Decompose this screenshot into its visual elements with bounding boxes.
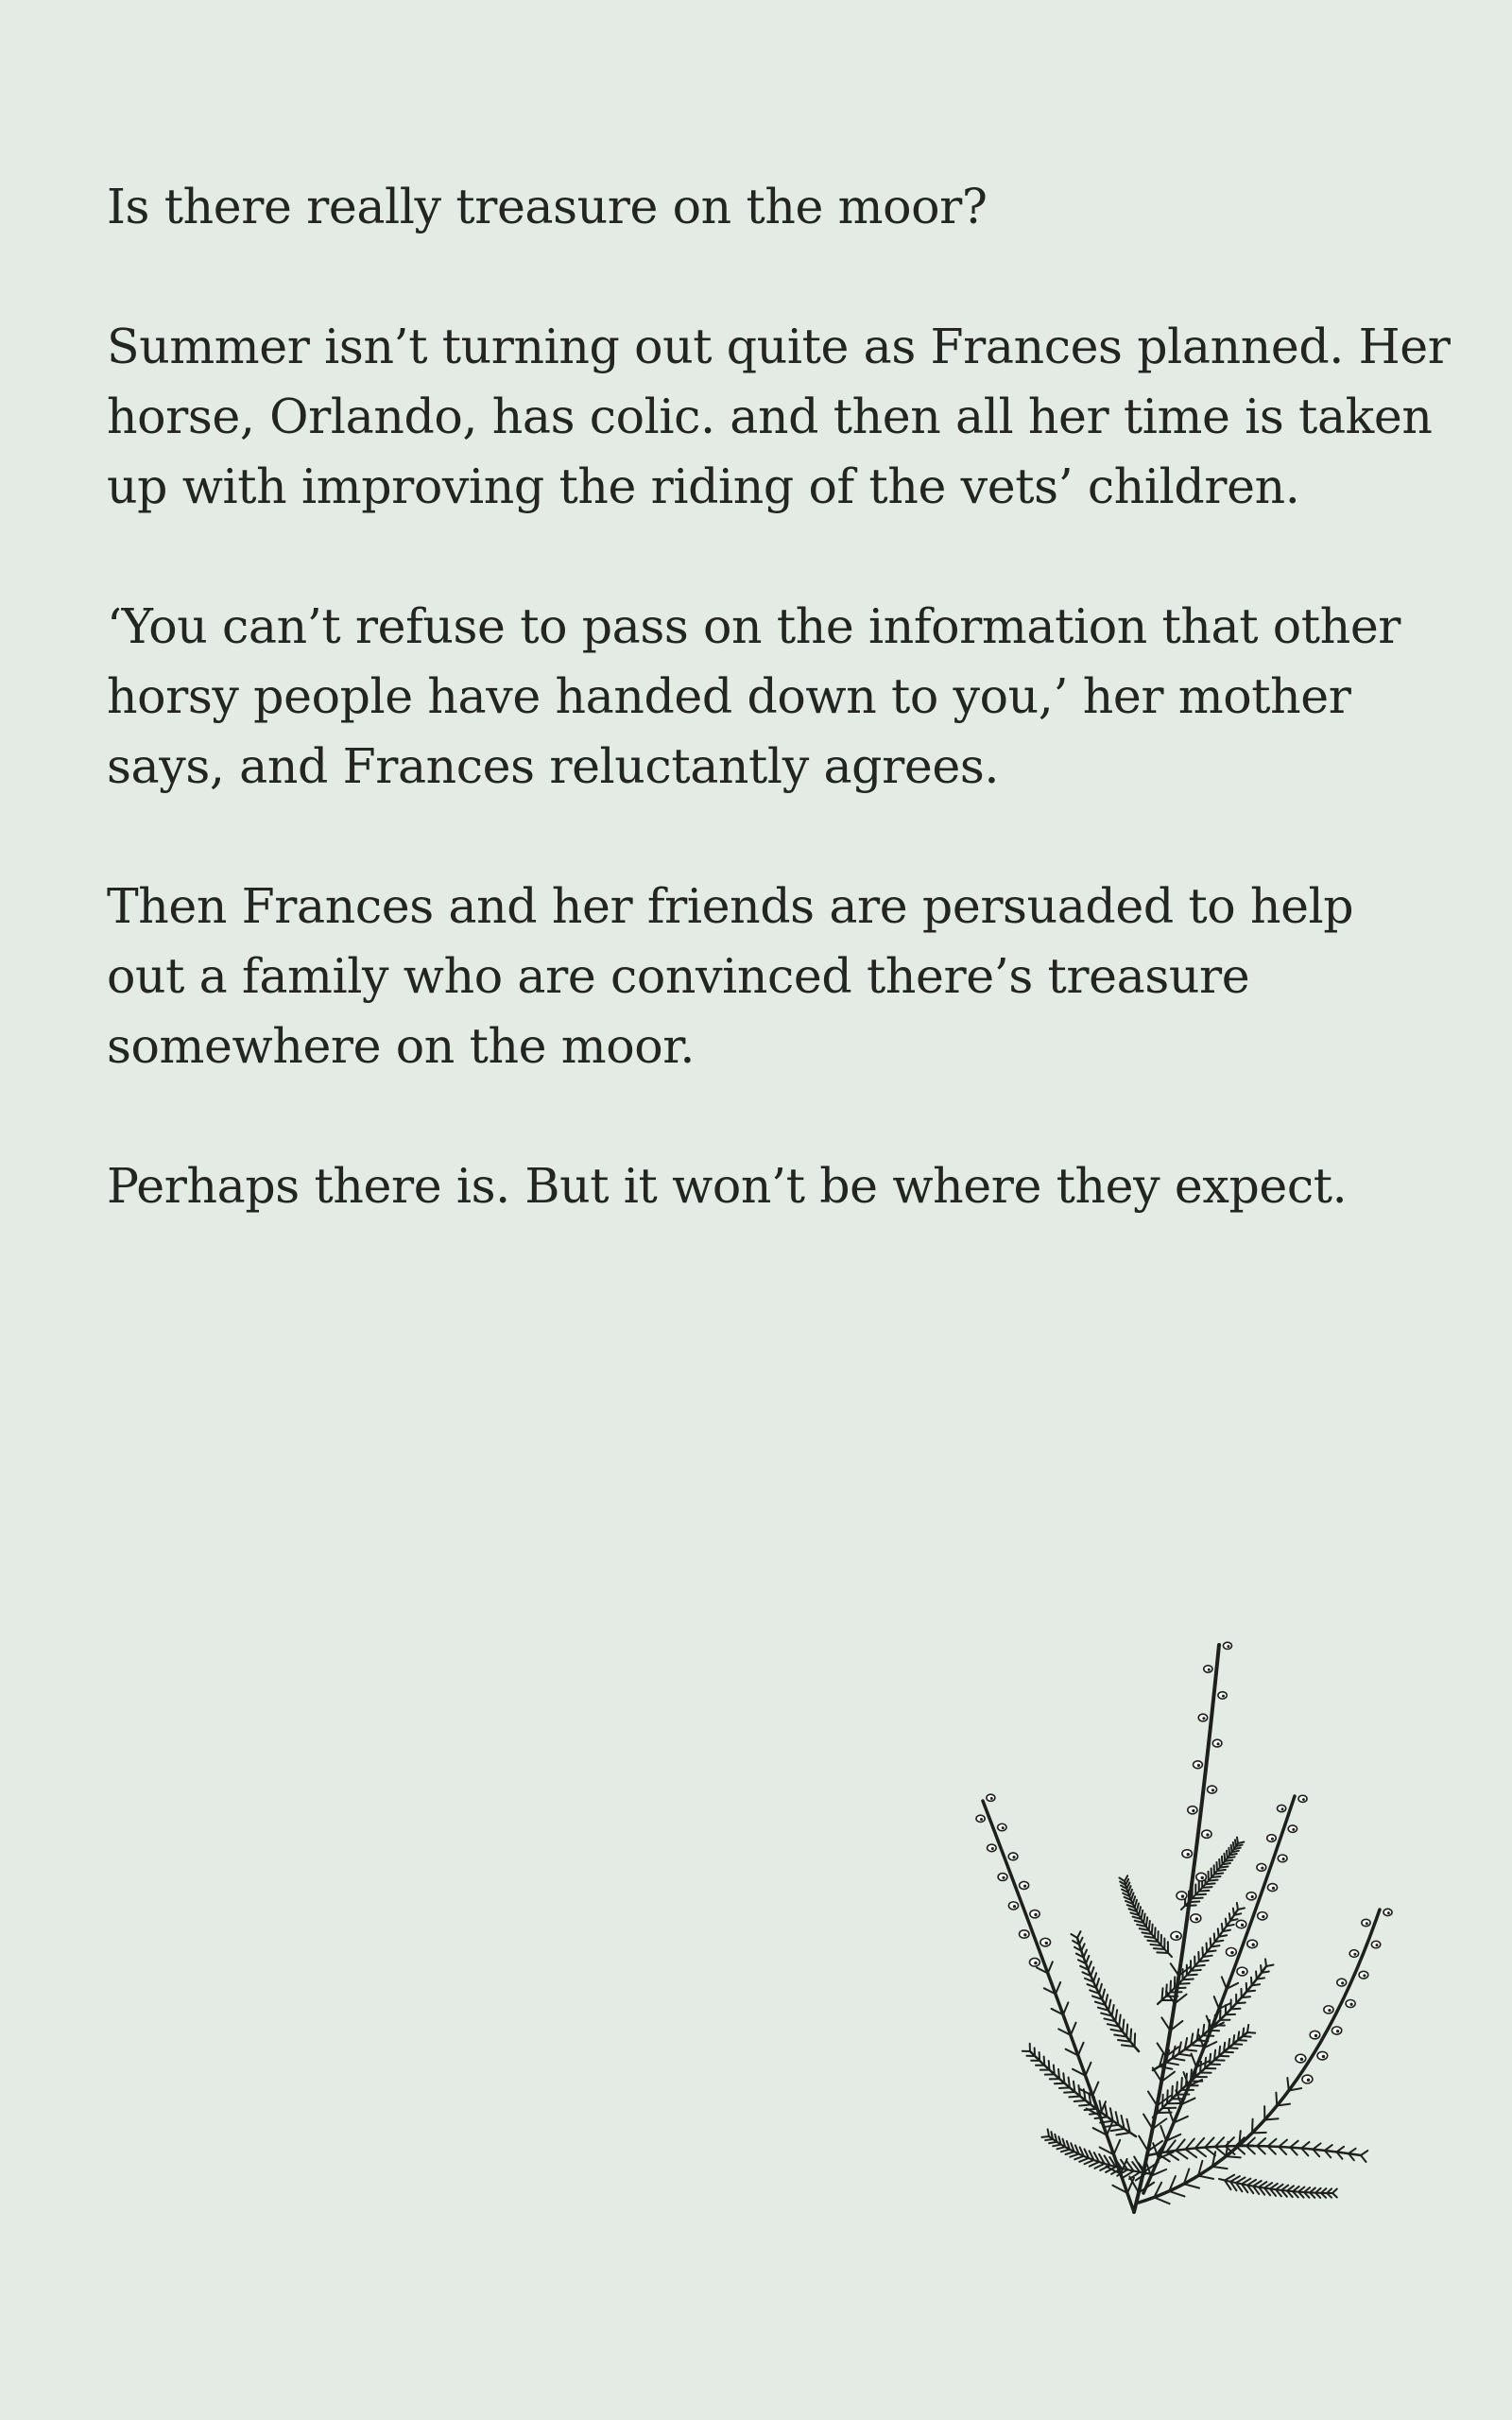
blurb-line: Is there really treasure on the moor? (107, 179, 988, 234)
blurb-line: horse, Orlando, has colic. and then all her time is taken (107, 389, 1433, 444)
blurb-line: out a family who are convinced there’s treasure (107, 948, 1250, 1004)
blurb-line: Summer isn’t turning out quite as Frances planned. Her (107, 319, 1451, 374)
blurb-line: up with improving the riding of the vets’ children. (107, 458, 1300, 514)
blurb-paragraph-3 (107, 872, 1430, 1081)
blurb-paragraph-2 (107, 592, 1430, 802)
blurb-line: horsy people have handed down to you,’ her mother (107, 668, 1351, 724)
blurb-question (107, 172, 1430, 242)
blurb-line: ‘You can’t refuse to pass on the information that other (107, 598, 1401, 654)
blurb-line: Perhaps there is. But it won’t be where they expect. (107, 1158, 1348, 1214)
blurb-paragraph-1 (107, 312, 1451, 522)
blurb-line: says, and Frances reluctantly agrees. (107, 738, 999, 794)
blurb-text (107, 172, 1451, 1291)
blurb-line: somewhere on the moor. (107, 1018, 696, 1074)
blurb-line: Then Frances and her friends are persuaded to help (107, 878, 1354, 934)
heather-sprig-icon (936, 1626, 1427, 2231)
blurb-closing (107, 1151, 1430, 1221)
